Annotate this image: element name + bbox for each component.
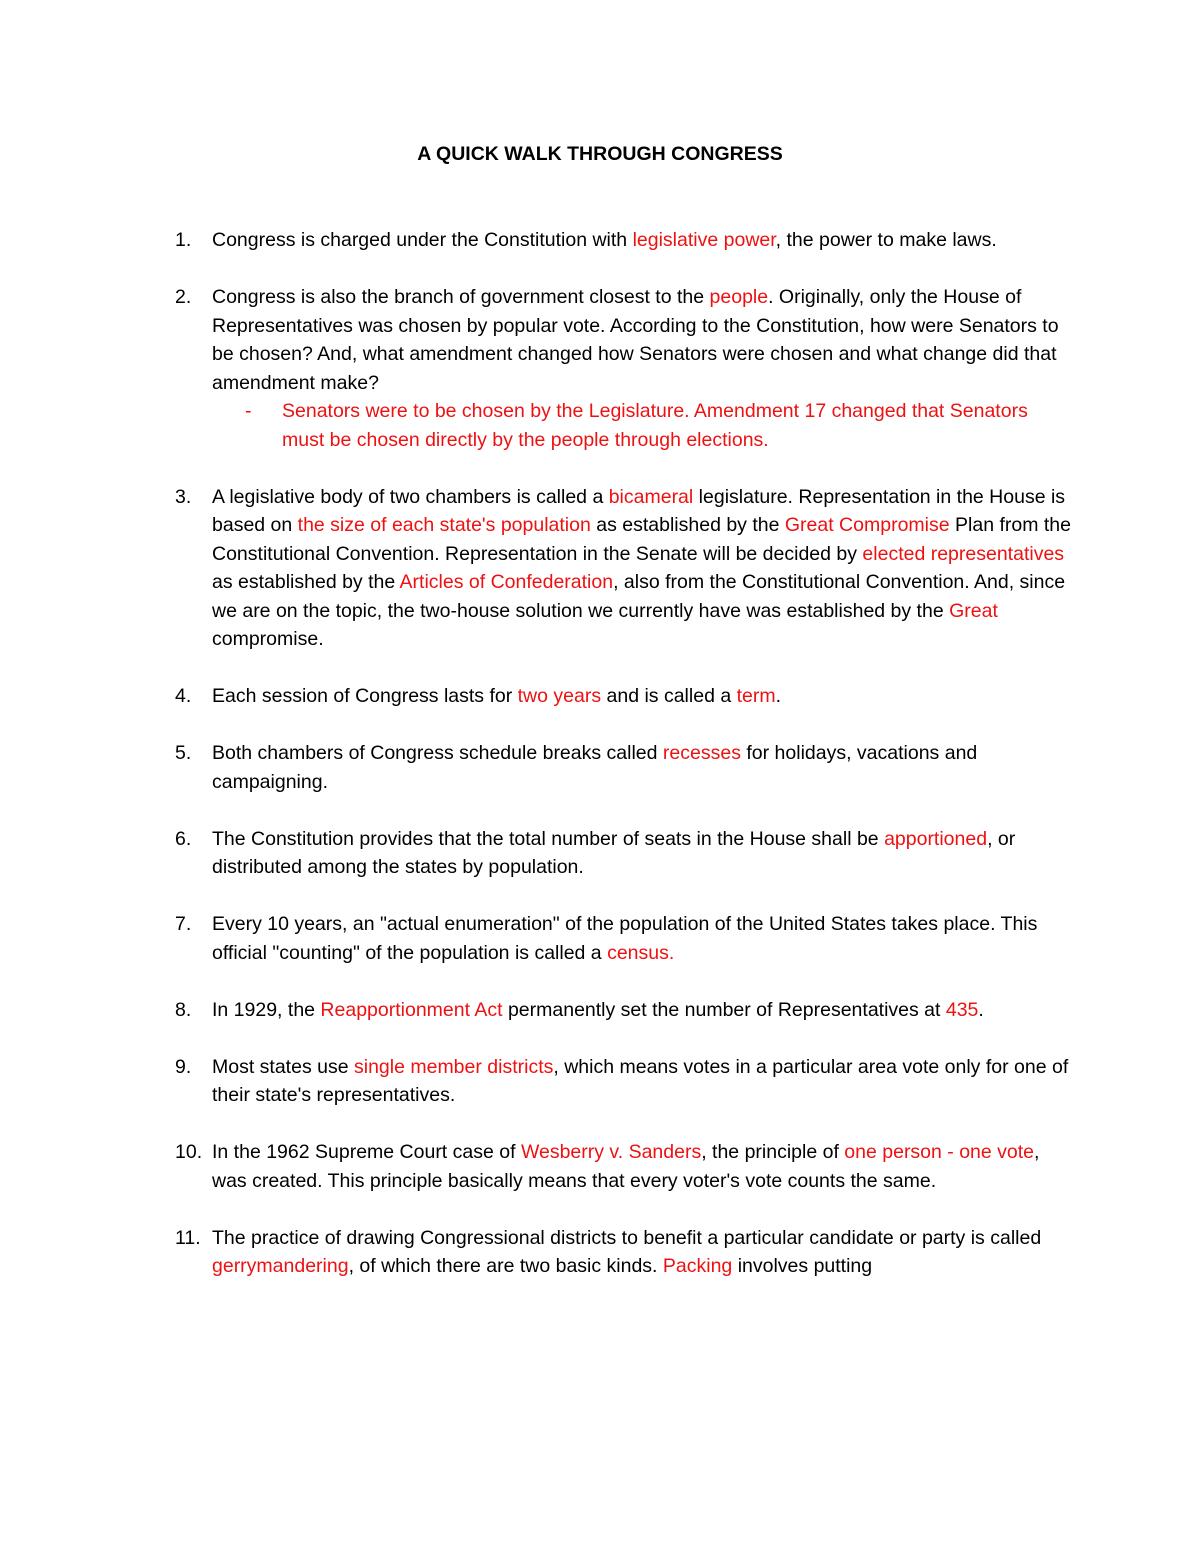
answer-text: Articles of Confederation bbox=[399, 571, 614, 593]
list-item-text bbox=[212, 825, 1075, 882]
answer-text: apportioned bbox=[884, 827, 988, 850]
question-text: involves putting bbox=[732, 1255, 873, 1277]
list-item bbox=[175, 996, 1075, 1025]
question-text: compromise. bbox=[212, 628, 324, 650]
list-item bbox=[175, 226, 1075, 255]
numbered-list bbox=[175, 226, 1075, 1309]
list-item-text bbox=[212, 1138, 1075, 1195]
list-item-number: 8. bbox=[175, 998, 192, 1021]
question-text: . Originally, only the House of Representatives was chosen by popular vote. According to the Constitution, how were Senators to be chosen? And, what amendment changed how Senators were chosen and what change did that amendment make? bbox=[212, 286, 1059, 394]
answer-text: Great bbox=[949, 599, 998, 622]
list-item-number: 9. bbox=[175, 1055, 192, 1078]
question-text: , the principle of bbox=[701, 1141, 845, 1163]
question-text: , was created. This principle basically means that every voter's vote counts the same. bbox=[212, 1141, 1040, 1192]
list-item-text bbox=[212, 910, 1075, 967]
answer-text: people bbox=[709, 286, 769, 308]
list-item bbox=[175, 825, 1075, 882]
list-item-number: 11. bbox=[175, 1226, 201, 1249]
question-text: In the 1962 Supreme Court case of bbox=[212, 1141, 521, 1163]
question-text: as established by the bbox=[212, 571, 400, 593]
list-item bbox=[175, 739, 1075, 796]
list-item bbox=[175, 1053, 1075, 1110]
question-text: and is called a bbox=[601, 685, 737, 707]
list-item-text bbox=[212, 1224, 1075, 1281]
answer-text: Wesberry v. Sanders bbox=[520, 1141, 702, 1163]
list-item bbox=[175, 483, 1075, 654]
list-item bbox=[175, 682, 1075, 711]
question-text: Plan from the Constitutional Convention. Representation in the Senate will be decided by bbox=[212, 514, 1071, 565]
list-item-number: 1. bbox=[175, 229, 192, 251]
list-item bbox=[175, 1138, 1075, 1195]
answer-text: Reapportionment Act bbox=[320, 998, 503, 1021]
list-item-text bbox=[212, 483, 1075, 654]
answer-text: Great Compromise bbox=[784, 514, 950, 536]
answer-text: . bbox=[668, 941, 675, 964]
list-item-text bbox=[212, 1053, 1075, 1110]
answer-text: Packing bbox=[662, 1255, 733, 1277]
answer-text: Senators were to be chosen by the Legislature. Amendment 17 changed that Senators must be chosen directly by the people through elections. bbox=[282, 400, 1028, 451]
answer-text: term bbox=[736, 685, 776, 707]
question-text: , also from the Constitutional Convention. And, since we are on the topic, the two-house solution we currently have was established by the bbox=[212, 571, 1066, 622]
list-item-number: 3. bbox=[175, 485, 192, 508]
answer-text: the size of each state's population bbox=[297, 514, 591, 536]
question-text: . bbox=[775, 685, 782, 707]
document-title: A QUICK WALK THROUGH CONGRESS bbox=[417, 143, 783, 165]
question-text: Congress is charged under the Constitution with bbox=[212, 229, 633, 251]
list-item-number: 4. bbox=[175, 685, 192, 707]
list-item-number: 5. bbox=[175, 742, 192, 764]
question-text: as established by the bbox=[590, 514, 785, 536]
question-text: . bbox=[978, 998, 984, 1021]
list-item-text bbox=[212, 682, 1075, 711]
question-text: Both chambers of Congress schedule breaks called bbox=[212, 742, 663, 764]
list-item-number: 2. bbox=[175, 286, 192, 308]
answer-text: legislative power bbox=[632, 229, 776, 251]
question-text: , which means votes in a particular area vote only for one of their state's representatives. bbox=[212, 1055, 1069, 1106]
question-text: , or distributed among the states by population. bbox=[212, 827, 1016, 878]
answer-text: elected representatives bbox=[862, 542, 1065, 565]
bullet-dash: - bbox=[245, 400, 252, 422]
answer-text: census bbox=[607, 941, 669, 964]
list-item-number: 6. bbox=[175, 827, 192, 850]
question-text: Each session of Congress lasts for bbox=[212, 685, 518, 707]
list-item bbox=[175, 910, 1075, 967]
answer-text: two years bbox=[517, 685, 602, 707]
question-text: for holidays, vacations and campaigning. bbox=[212, 742, 978, 793]
list-item-text bbox=[212, 283, 1075, 397]
answer-text: 435 bbox=[945, 998, 979, 1021]
answer-text: single member districts bbox=[353, 1055, 554, 1078]
question-text: In 1929, the bbox=[212, 998, 321, 1021]
list-item-text bbox=[212, 996, 1075, 1025]
question-text: , of which there are two basic kinds. bbox=[348, 1255, 663, 1277]
question-text: Every 10 years, an "actual enumeration" of the population of the United States takes place. This official "counting" of the population is called a bbox=[212, 913, 1038, 964]
answer-text: recesses bbox=[662, 742, 741, 764]
question-text: Most states use bbox=[212, 1055, 354, 1078]
question-text: permanently set the number of Representatives at bbox=[502, 998, 946, 1021]
answer-text: bicameral bbox=[608, 485, 694, 508]
list-item-number: 10. bbox=[175, 1141, 203, 1163]
answer-text: gerrymandering bbox=[212, 1255, 349, 1277]
answer-bullet bbox=[212, 397, 1075, 454]
list-item-text bbox=[212, 226, 1075, 255]
list-item-text bbox=[212, 739, 1075, 796]
list-item-number: 7. bbox=[175, 913, 192, 935]
question-text: The practice of drawing Congressional districts to benefit a particular candidate or party is called bbox=[212, 1226, 1042, 1249]
question-text: A legislative body of two chambers is called a bbox=[212, 485, 609, 508]
question-text: The Constitution provides that the total number of seats in the House shall be bbox=[212, 827, 885, 850]
question-text: legislature. Representation in the House is based on bbox=[212, 485, 1066, 536]
question-text: , the power to make laws. bbox=[775, 229, 997, 251]
answer-text: one person - one vote bbox=[844, 1141, 1035, 1163]
list-item bbox=[175, 1224, 1075, 1281]
question-text: Congress is also the branch of government closest to the bbox=[212, 286, 710, 308]
list-item bbox=[175, 283, 1075, 454]
